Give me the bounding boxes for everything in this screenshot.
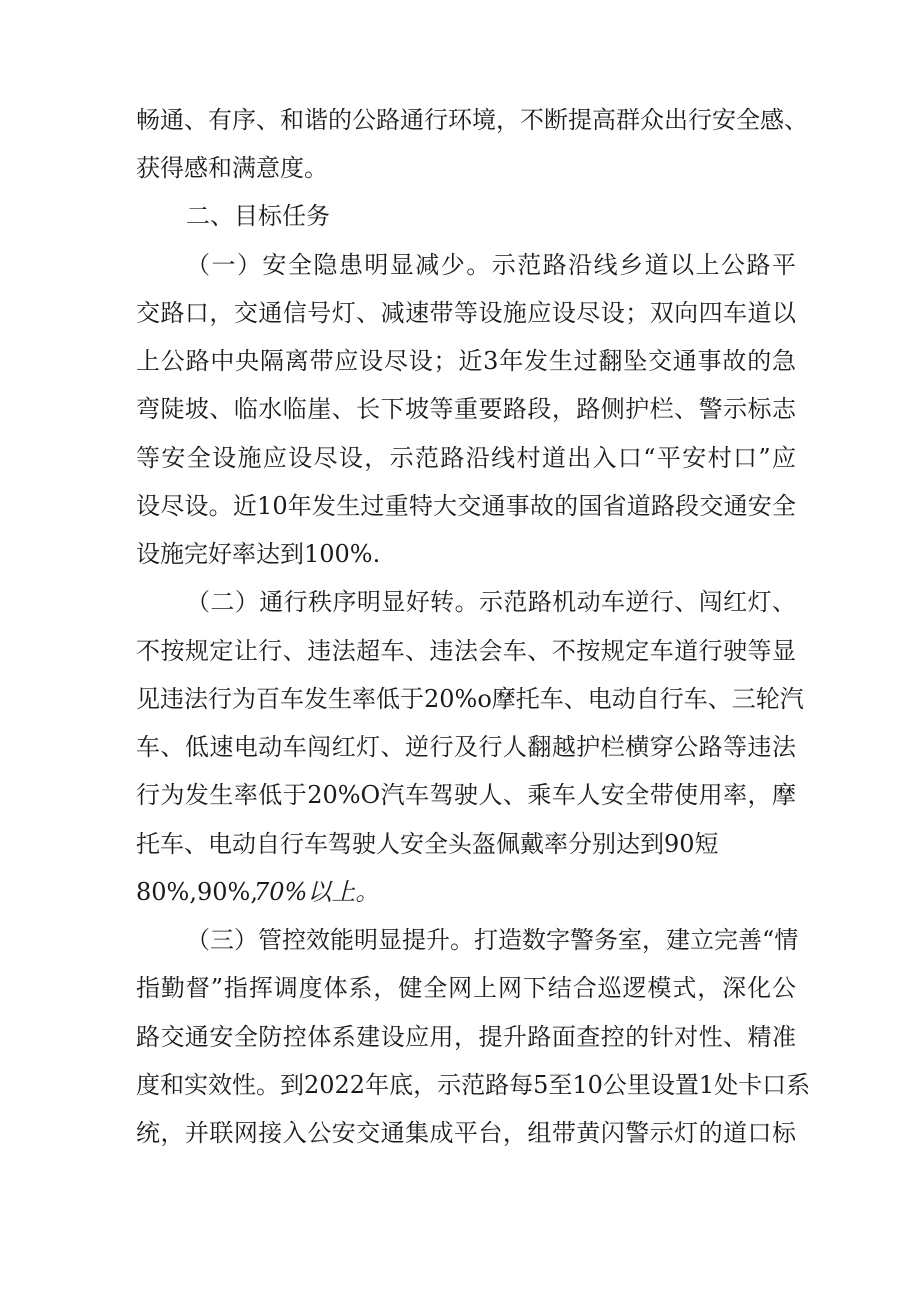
line-text: 等安全设施应设尽设，示范路沿线村道出入口“平安村口”应 [136, 444, 796, 472]
line-text: 行为发生率低于20%O汽车驾驶人、乘车人安全带使用率，摩 [136, 781, 796, 809]
line-text: 见违法行为百车发生率低于20%o摩托车、电动自行车、三轮汽 [136, 685, 804, 713]
line-text: 指勤督”指挥调度体系，健全网上网下结合巡逻模式，深化公 [136, 974, 796, 1002]
paragraph-line [136, 98, 808, 142]
line-text: （二）通行秩序明显好转。示范路机动车逆行、闯红灯、 [186, 588, 796, 616]
paragraph-line [136, 146, 796, 190]
line-text: 不按规定让行、违法超车、违法会车、不按规定车道行驶等显 [136, 637, 796, 665]
line-text: 设施完好率达到100%. [136, 540, 381, 568]
paragraph-line [136, 291, 796, 335]
line-text: 获得感和满意度。 [136, 154, 328, 182]
paragraph-line [136, 629, 796, 673]
paragraph-line [186, 243, 796, 287]
paragraph-line [186, 580, 796, 624]
line-text: 弯陡坡、临水临崖、长下坡等重要路段，路侧护栏、警示标志 [136, 395, 796, 423]
paragraph-line [136, 339, 796, 383]
section-heading-text: 二、目标任务 [186, 202, 330, 230]
paragraph-line [136, 966, 796, 1010]
paragraph-line [136, 773, 796, 817]
paragraph-line [136, 725, 796, 769]
paragraph-line [136, 1015, 796, 1059]
line-text: 畅通、有序、和谐的公路通行环境，不断提高群众出行安全感、 [136, 106, 808, 134]
line-text: 设尽设。近10年发生过重特大交通事故的国省道路段交通安全 [136, 492, 796, 520]
paragraph-line [136, 1111, 796, 1155]
line-text: 上公路中央隔离带应设尽设；近3年发生过翻坠交通事故的急 [136, 347, 796, 375]
line-text: 路交通安全防控体系建设应用，提升路面查控的针对性、精准 [136, 1023, 796, 1051]
line-text-italic: 70%以上。 [254, 878, 380, 906]
line-text: 托车、电动自行车驾驶人安全头盔佩戴率分别达到90短 [136, 830, 719, 858]
paragraph-line [136, 1063, 811, 1107]
line-text: 度和实效性。到2022年底，示范路每5至10公里设置1处卡口系 [136, 1071, 811, 1099]
line-text: 车、低速电动车闯红灯、逆行及行人翻越护栏横穿公路等违法 [136, 733, 796, 761]
paragraph-line [136, 436, 796, 480]
paragraph-line [136, 484, 796, 528]
paragraph-line [136, 870, 796, 914]
paragraph-line [136, 677, 804, 721]
paragraph-line [186, 918, 799, 962]
paragraph-line [136, 532, 796, 576]
section-heading [186, 194, 796, 238]
line-text: （三）管控效能明显提升。打造数字警务室，建立完善“情 [186, 926, 799, 954]
line-text: （一）安全隐患明显减少。示范路沿线乡道以上公路平 [186, 251, 796, 279]
paragraph-line [136, 387, 796, 431]
line-text: 交路口，交通信号灯、减速带等设施应设尽设；双向四车道以 [136, 299, 796, 327]
line-text: 80%,90%, [136, 878, 258, 906]
paragraph-line [136, 822, 796, 866]
line-text: 统，并联网接入公安交通集成平台，组带黄闪警示灯的道口标 [136, 1119, 796, 1147]
